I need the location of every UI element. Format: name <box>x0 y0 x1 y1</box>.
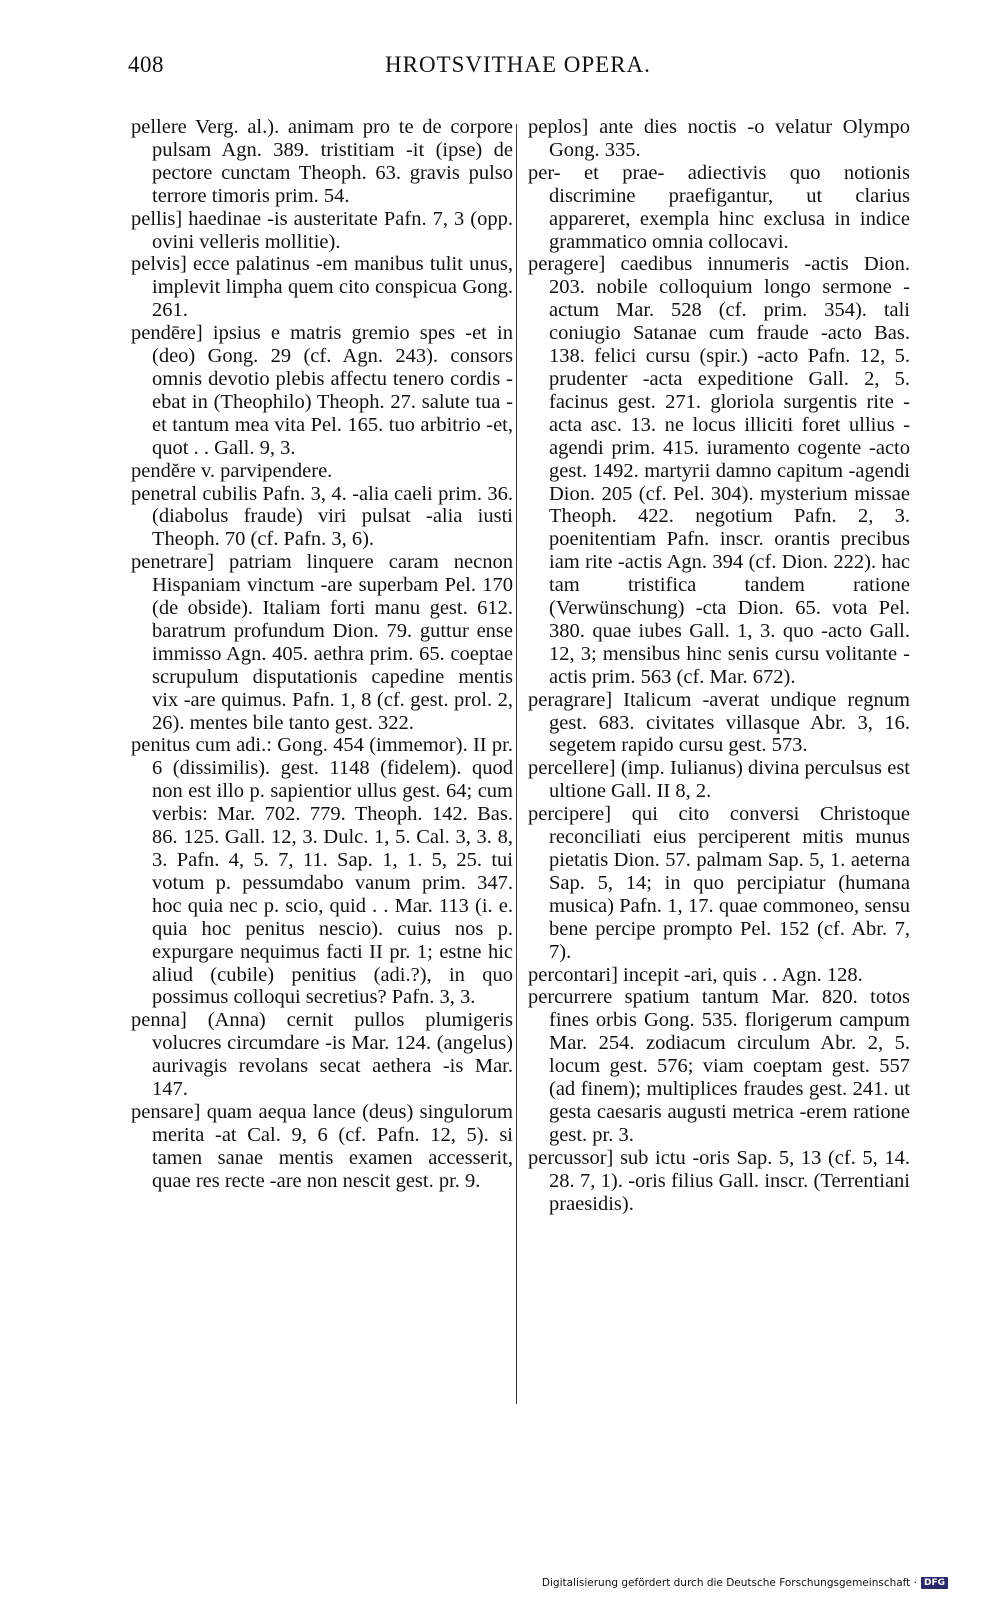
lexicon-entry: penetrare] patriam linquere caram necnon Hispaniam vinctum -are superbam Pel. 170 (de obside). Italiam forti manu gest. 612. baratrum profundum Dion. 79. guttur ense immisso Agn. 405. aethra prim. 65. coeptae scrupulum disputationis capedine mentis vix -are quimus. Pafn. 1, 8 (cf. gest. prol. 2, 26). mentes bile tanto gest. 322. <box>131 551 513 734</box>
left-column <box>131 116 513 1193</box>
lexicon-entry: pendĕre v. parvipendere. <box>131 459 333 482</box>
lexicon-entry: pellis] haedinae -is austeritate Pafn. 7, 3 (opp. ovini velleris mollitie). <box>131 207 513 253</box>
digitization-credit <box>542 1577 948 1589</box>
dfg-logo: DFG <box>921 1577 948 1589</box>
page-number: 408 <box>128 52 164 77</box>
credit-text: Digitalisierung gefördert durch die Deutsche Forschungsgemeinschaft · <box>541 1577 917 1589</box>
lexicon-entry: pelvis] ecce palatinus -em manibus tulit unus, implevit limpha quem cito conspicua Gong. 261. <box>131 253 513 322</box>
lexicon-entry: peragrare] Italicum -averat undique regnum gest. 683. civitates villasque Abr. 3, 16. segetem rapido cursu gest. 573. <box>528 688 910 757</box>
right-column <box>528 116 910 1216</box>
lexicon-entry: percipere] qui cito conversi Christoque reconciliati eius perciperent mitis munus pietatis Dion. 57. palmam Sap. 5, 1. aeterna Sap. 5, 14; in quo percipiatur (humana musica) Pafn. 1, 17. quae commoneo, sensu bene percipe prompto Pel. 152 (cf. Abr. 7, 7). <box>528 803 910 963</box>
lexicon-entry: peragere] caedibus innumeris -actis Dion. 203. nobile colloquium longo sermone -actum Mar. 528 (cf. prim. 354). tali coniugio Satanae cum fraude -acto Bas. 138. felici cursu (spir.) -acto Pafn. 12, 5. prudenter -acta expeditione Gall. 2, 5. facinus gest. 271. gloriola surgentis rite -acta asc. 13. ne locus illiciti foret ullius -agendi prim. 415. iuramento cogente -acto gest. 1492. martyrii damno capitum -agendi Dion. 205 (cf. Pel. 304). mysterium missae Theoph. 422. negotium Pafn. 2, 3. poenitentiam Pafn. inscr. orantis precibus iam rite -actis Agn. 394 (cf. Dion. 222). hac tam tristifica tandem ratione (Verwünschung) -cta Dion. 65. vota Pel. 380. quae iubes Gall. 1, 3. quo -acto Gall. 12, 3; mensibus hinc senis cursu volitante -actis prim. 563 (cf. Mar. 672). <box>528 253 910 688</box>
lexicon-entry: pendēre] ipsius e matris gremio spes -et in (deo) Gong. 29 (cf. Agn. 243). consors omnis devotio plebis affectu tenero cordis -ebat in (Theophilo) Theoph. 27. salute tua -et tantum mea vita Pel. 165. tuo arbitrio -et, quot . . Gall. 9, 3. <box>131 322 513 459</box>
lexicon-entry: percurrere spatium tantum Mar. 820. totos fines orbis Gong. 535. florigerum campum Mar. 254. zodiacum circulum Abr. 2, 5. locum gest. 576; viam coeptam gest. 557 (ad finem); multiplices fraudes gest. 241. ut gesta caesaris augusti metrica -erem ratione gest. pr. 3. <box>528 986 910 1146</box>
column-divider <box>516 124 517 1404</box>
running-title: HROTSVITHAE OPERA. <box>385 52 651 77</box>
lexicon-entry: percellere] (imp. Iulianus) divina perculsus est ultione Gall. II 8, 2. <box>528 757 910 803</box>
lexicon-entry: percussor] sub ictu -oris Sap. 5, 13 (cf. 5, 14. 28. 7, 1). -oris filius Gall. inscr. (Terrentiani praesidis). <box>528 1146 910 1215</box>
lexicon-entry: pellere Verg. al.). animam pro te de corpore pulsam Agn. 389. tristitiam -it (ipse) de pectore cunctam Theoph. 63. gravis pulso terrore timoris prim. 54. <box>131 116 513 207</box>
lexicon-entry: pensare] quam aequa lance (deus) singulorum merita -at Cal. 9, 6 (cf. Pafn. 12, 5). si tamen sanae mentis examen accesserit, quae res recte -are non nescit gest. pr. 9. <box>131 1100 513 1192</box>
page-header <box>0 52 1000 88</box>
lexicon-entry: penitus cum adi.: Gong. 454 (immemor). II pr. 6 (dissimilis). gest. 1148 (fidelem). quod non est illo p. sapientior ullus gest. 64; cum verbis: Mar. 702. 779. Theoph. 142. Bas. 86. 125. Gall. 12, 3. Dulc. 1, 5. Cal. 3, 3. 8, 3. Pafn. 4, 5. 7, 11. Sap. 1, 1. 5, 25. tui votum p. pessumdabo vanum prim. 347. hoc quia nec p. scio, quid . . Mar. 113 (i. e. quia hoc penitus nescio). cuius nos p. expurgare nequimus facti II pr. 1; estne hic aliud (cubile) penitius (adi.?), in quo possimus colloqui secretius? Pafn. 3, 3. <box>131 734 513 1009</box>
lexicon-entry: percontari] incepit -ari, quis . . Agn. 128. <box>528 963 863 986</box>
lexicon-entry: penetral cubilis Pafn. 3, 4. -alia caeli prim. 36. (diabolus fraude) viri pulsat -alia iusti Theoph. 70 (cf. Pafn. 3, 6). <box>131 482 513 551</box>
lexicon-entry: penna] (Anna) cernit pullos plumigeris volucres circumdare -is Mar. 124. (angelus) aurivagis revolans secat aethera -is Mar. 147. <box>131 1009 513 1101</box>
lexicon-entry: per- et prae- adiectivis quo notionis discrimine praefigantur, ut clarius appareret, exempla hinc exclusa in indice grammatico omnia collocavi. <box>528 161 910 253</box>
lexicon-entry: peplos] ante dies noctis -o velatur Olympo Gong. 335. <box>528 116 910 161</box>
